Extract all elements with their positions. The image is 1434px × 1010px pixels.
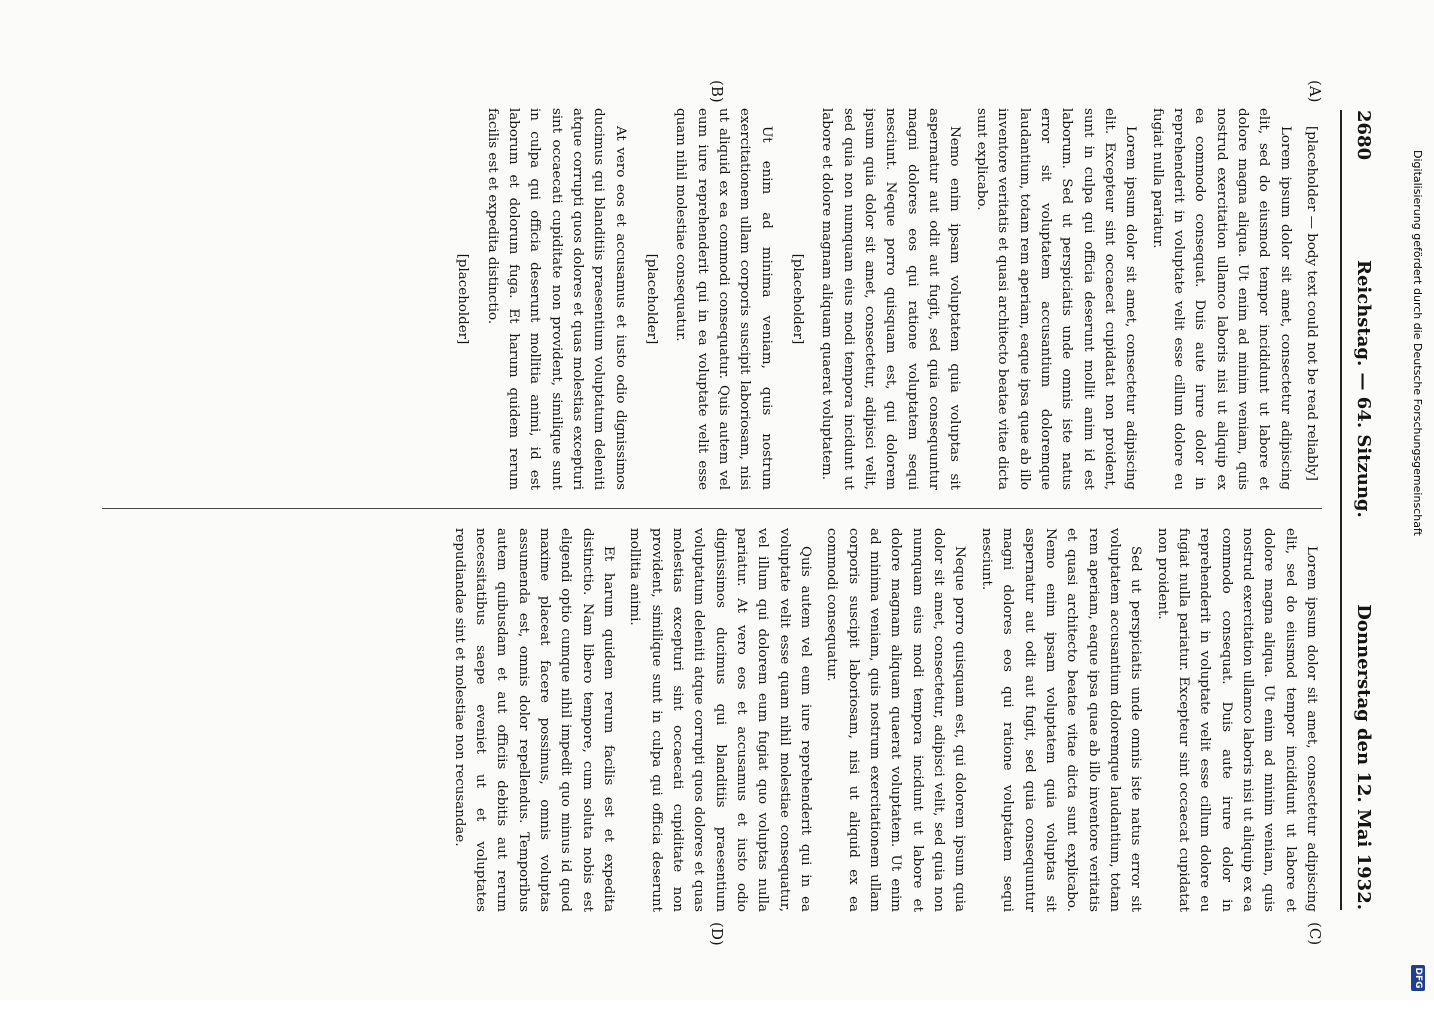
paragraph: Nemo enim ipsam voluptatem quia voluptas sit aspernatur aut odit aut fugit, sed quia consequuntur magni dolores eos qui ratione voluptatem sequi nesciunt. Neque porro quisquam est, qui dolorem ipsum quia dolor sit amet, consectetur, adipisci velit, sed quia non numquam eius modi tempora incidunt ut labore et dolore magnam aliquam quaerat voluptatem. [819,108,963,490]
paragraph: Lorem ipsum dolor sit amet, consectetur adipiscing elit, sed do eiusmod tempor incididunt ut labore et dolore magna aliqua. Ut enim ad minim veniam, quis nostrud exercitation ullamco laboris nisi ut aliquip ex ea commodo consequat. Duis aute irure dolor in reprehenderit in voluptate velit esse cillum dolore eu fugiat nulla pariatur. [1149,108,1293,490]
paragraph: Et harum quidem rerum facilis est et expedita distinctio. Nam libero tempore, cum soluta nobis est eligendi optio cumque nihil impedit quo minus id quod maxime placeat facere possimus, omnis voluptas assumenda est, omnis dolor repellendus. Temporibus autem quibusdam et aut officiis debitis aut rerum necessitatibus saepe eveniet ut et voluptates repudiandae sint et molestiae non recusandae. [451,528,616,912]
text-column-right [102,528,1322,912]
header-date: Donnerstag den 12. Mai 1932. [1353,604,1374,910]
paragraph: At vero eos et accusamus et iusto odio dignissimos ducimus qui blanditiis praesentium voluptatum deleniti atque corrupti quos dolores et quas molestias excepturi sint occaecati cupiditate non provident, similique sunt in culpa qui officia deserunt mollitia animi, id est laborum et dolorum fuga. Et harum quidem rerum facilis est et expedita distinctio. [484,108,628,490]
text-column-left [102,108,1322,490]
margin-marker-c: (C) [1306,922,1324,946]
digitization-note-text: Digitalisierung gefördert durch die Deutsche Forschungsgemeinschaft [1411,150,1424,536]
paragraph: Ut enim ad minima veniam, quis nostrum exercitationem ullam corporis suscipit laboriosam, nisi ut aliquid ex ea commodi consequatur. Quis autem vel eum iure reprehenderit qui in ea voluptate velit esse quam nihil molestiae consequatur. [673,108,774,490]
dfg-logo-label: DFG [1413,967,1423,989]
page-header [1340,110,1412,910]
margin-marker-d: (D) [708,922,726,946]
paragraph: Lorem ipsum dolor sit amet, consectetur adipiscing elit. Excepteur sint occaecat cupidatat non proident, sunt in culpa qui officia deserunt mollit anim id est laborum. Sed ut perspiciatis unde omnis iste natus error sit voluptatem accusantium doloremque laudantium, totam rem aperiam, eaque ipsa quae ab illo inventore veritatis et quasi architecto beatae vitae dicta sunt explicabo. [973,108,1139,490]
page-number: 2680 [1353,110,1374,161]
dfg-logo [1411,965,1425,991]
paragraph: [placeholder — body text could not be read reliably] [1304,126,1319,481]
column-divider [102,508,1322,509]
paragraph: [placeholder] [455,253,471,345]
paragraph: Sed ut perspiciatis unde omnis iste natus error sit voluptatem accusantium doloremque laudantium, totam rem aperiam, eaque ipsa quae ab illo inventore veritatis et quasi architecto beatae vitae dicta sunt explicabo. Nemo enim ipsam voluptatem quia voluptas sit aspernatur aut odit aut fugit, sed quia consequuntur magni dolores eos qui ratione voluptatem sequi nesciunt. [978,528,1144,912]
paragraph: Neque porro quisquam est, qui dolorem ipsum quia dolor sit amet, consectetur, adipisci velit, sed quia non numquam eius modi tempora incidunt ut labore et dolore magnam aliquam quaerat voluptatem. Ut enim ad minima veniam, quis nostrum exercitationem ullam corporis suscipit laboriosam, nisi ut aliquid ex ea commodi consequatur. [824,528,968,912]
margin-marker-a: (A) [1306,80,1324,103]
paragraph: Quis autem vel eum iure reprehenderit qui in ea voluptate velit esse quam nihil molestiae consequatur, vel illum qui dolorem eum fugiat quo voluptas nulla pariatur. At vero eos et accusamus et iusto odio dignissimos ducimus qui blanditiis praesentium voluptatum deleniti atque corrupti quos dolores et quas molestias excepturi sint occaecati cupiditate non provident, similique sunt in culpa qui officia deserunt mollitia animi. [627,528,814,912]
paragraph: Lorem ipsum dolor sit amet, consectetur adipiscing elit, sed do eiusmod tempor incididunt ut labore et dolore magna aliqua. Ut enim ad minim veniam, quis nostrud exercitation ullamco laboris nisi ut aliquip ex ea commodo consequat. Duis aute irure dolor in reprehenderit in voluptate velit esse cillum dolore eu fugiat nulla pariatur. Excepteur sint occaecat cupidatat non proident. [1154,528,1319,912]
margin-marker-b: (B) [708,80,726,103]
paragraph: [placeholder] [790,253,806,345]
paragraph: [placeholder] [644,253,660,345]
digitization-note [1412,150,1424,1010]
header-title: Reichstag. — 64. Sitzung. [1353,260,1374,518]
